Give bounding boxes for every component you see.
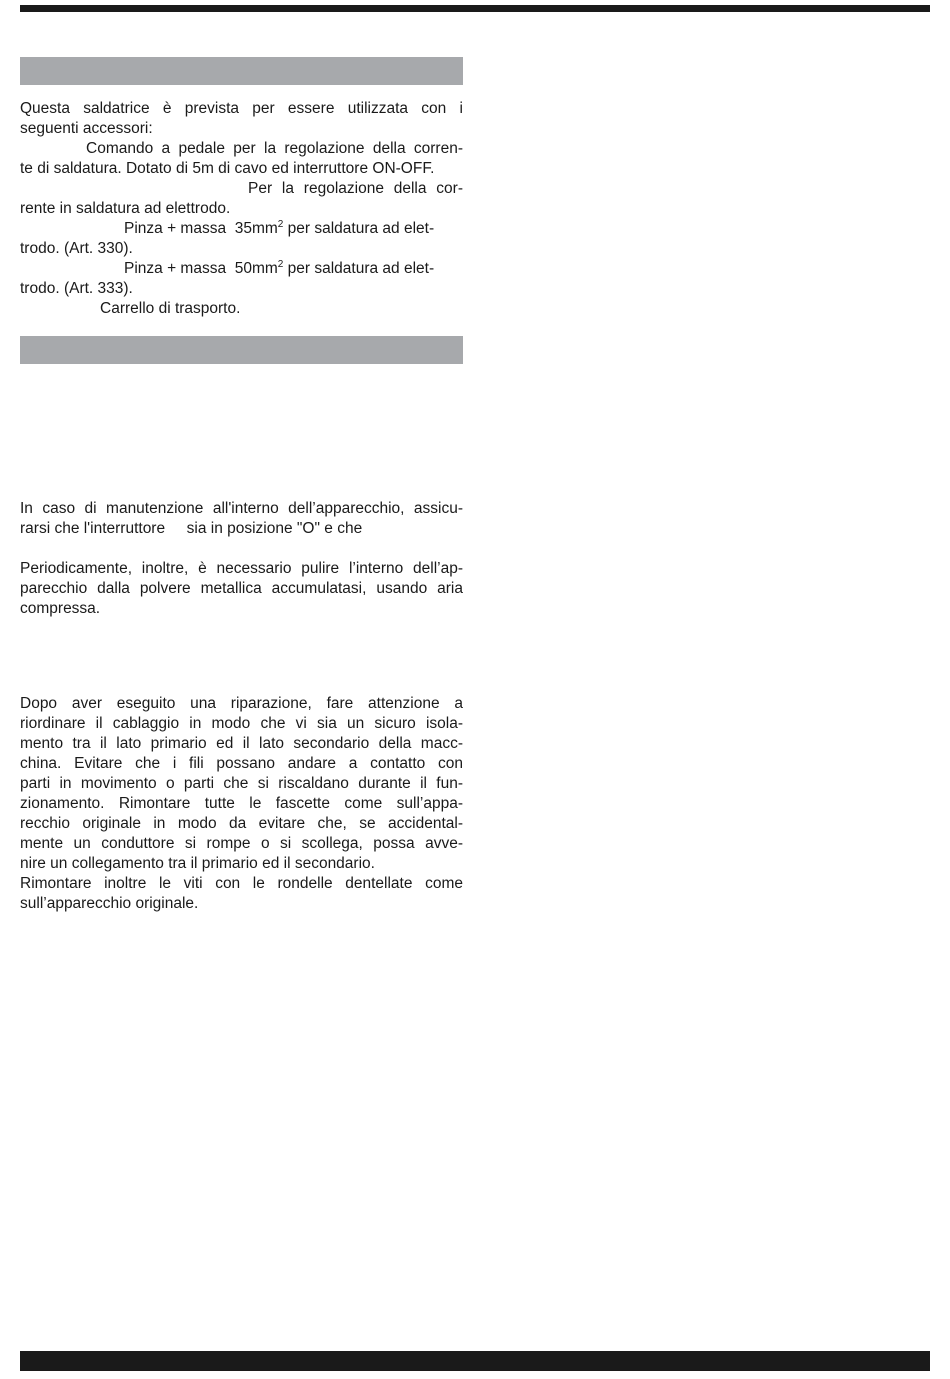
periodic-cleaning-text (20, 559, 463, 619)
accessories-text (20, 99, 463, 319)
kit35-line-2: trodo. (Art. 330). (20, 240, 133, 257)
maintenance-text (20, 499, 463, 539)
kit50-post: per saldatura ad elet- (283, 260, 435, 277)
section-header-maintenance (20, 336, 463, 364)
kit50-line-2: trodo. (Art. 333). (20, 280, 133, 297)
repair-line-4: china. Evitare che i fili possano andare a contatto con (20, 755, 463, 772)
maintenance-line-1: In caso di manutenzione all'interno dell’apparecchio, assicu- (20, 500, 463, 517)
accessories-intro-line-2: seguenti accessori: (20, 120, 153, 137)
repair-line-10: Rimontare inoltre le viti con le rondelle dentellate come (20, 875, 463, 892)
repair-line-8: mente un conduttore si rompe o si scollega, possa avve- (20, 835, 463, 852)
kit50-superscript: 2 (277, 259, 284, 270)
remote-line-2: rente in saldatura ad elettrodo. (20, 200, 231, 217)
pedal-line-1: Comando a pedale per la regolazione della corren- (86, 140, 463, 157)
repair-text (20, 694, 463, 914)
trolley-line: Carrello di trasporto. (100, 300, 241, 317)
kit35-line-1 (20, 219, 463, 239)
repair-line-11: sull’apparecchio originale. (20, 895, 199, 912)
accessories-intro-line-1: Questa saldatrice è prevista per essere utilizzata con i (20, 100, 463, 117)
repair-line-6: zionamento. Rimontare tutte le fascette come sull’appa- (20, 795, 463, 812)
remote-line-1: Per la regolazione della cor- (248, 180, 463, 197)
kit50-pre: Pinza + massa 50mm (124, 260, 278, 277)
periodic-line-2: parecchio dalla polvere metallica accumulatasi, usando aria (20, 580, 463, 597)
periodic-line-3: compressa. (20, 600, 101, 617)
repair-line-7: recchio originale in modo da evitare che, se accidental- (20, 815, 463, 832)
repair-line-5: parti in movimento o parti che si riscaldano durante il fun- (20, 775, 463, 792)
maintenance-line-2: rarsi che l'interruttore sia in posizione "O" e che (20, 520, 363, 537)
section-header-accessories (20, 57, 463, 85)
kit35-superscript: 2 (277, 219, 284, 230)
kit50-line-1 (20, 259, 463, 279)
repair-line-1: Dopo aver eseguito una riparazione, fare attenzione a (20, 695, 463, 712)
periodic-line-1: Periodicamente, inoltre, è necessario pulire l’interno dell’ap- (20, 560, 463, 577)
bottom-rule (20, 1351, 930, 1371)
repair-line-9: nire un collegamento tra il primario ed il secondario. (20, 855, 375, 872)
repair-line-2: riordinare il cablaggio in modo che vi sia un sicuro isola- (20, 715, 463, 732)
top-rule (20, 5, 930, 12)
pedal-line-2: te di saldatura. Dotato di 5m di cavo ed interruttore ON-OFF. (20, 160, 435, 177)
repair-line-3: mento tra il lato primario ed il lato secondario della macc- (20, 735, 463, 752)
kit35-pre: Pinza + massa 35mm (124, 220, 278, 237)
kit35-post: per saldatura ad elet- (283, 220, 435, 237)
